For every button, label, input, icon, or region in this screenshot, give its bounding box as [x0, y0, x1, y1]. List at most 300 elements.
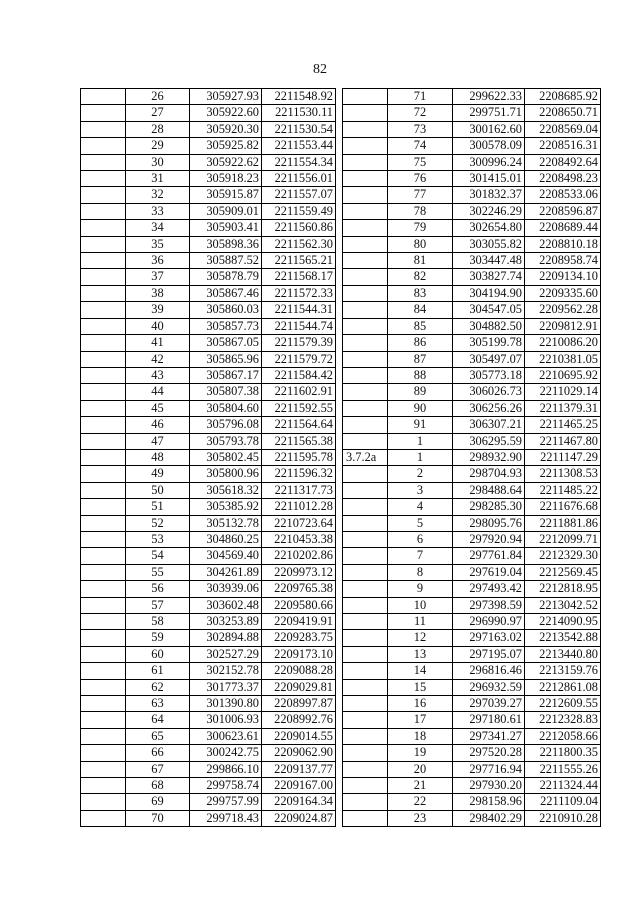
page-number: 82 — [313, 62, 327, 77]
x-coordinate-cell: 303939.06 — [190, 581, 262, 597]
x-coordinate-cell: 305915.87 — [190, 187, 262, 203]
table-row — [81, 548, 336, 564]
section-cell — [343, 220, 388, 236]
x-coordinate-cell: 296816.46 — [453, 663, 525, 679]
x-coordinate-cell: 299751.71 — [453, 105, 525, 121]
table-row — [81, 121, 336, 137]
x-coordinate-cell: 305925.82 — [190, 138, 262, 154]
x-coordinate-cell: 305903.41 — [190, 220, 262, 236]
x-coordinate-cell: 297619.04 — [453, 564, 525, 580]
point-number-cell: 10 — [388, 597, 453, 613]
point-number-cell: 64 — [126, 712, 190, 728]
y-coordinate-cell: 2211559.49 — [262, 203, 336, 219]
y-coordinate-cell: 2211530.11 — [262, 105, 336, 121]
point-number-cell: 33 — [126, 203, 190, 219]
x-coordinate-cell: 298095.76 — [453, 515, 525, 531]
point-number-cell: 50 — [126, 482, 190, 498]
section-cell — [343, 548, 388, 564]
y-coordinate-cell: 2211602.91 — [262, 384, 336, 400]
table-row — [343, 236, 601, 252]
section-cell — [343, 171, 388, 187]
section-cell — [81, 105, 126, 121]
point-number-cell: 71 — [388, 89, 453, 105]
table-row — [343, 367, 601, 383]
x-coordinate-cell: 305385.92 — [190, 499, 262, 515]
y-coordinate-cell: 2212861.08 — [525, 679, 601, 695]
y-coordinate-cell: 2211029.14 — [525, 384, 601, 400]
y-coordinate-cell: 2211676.68 — [525, 499, 601, 515]
point-number-cell: 53 — [126, 531, 190, 547]
y-coordinate-cell: 2210086.20 — [525, 335, 601, 351]
section-cell — [343, 367, 388, 383]
section-cell — [81, 367, 126, 383]
x-coordinate-cell: 299757.99 — [190, 794, 262, 810]
y-coordinate-cell: 2212328.83 — [525, 712, 601, 728]
y-coordinate-cell: 2211881.86 — [525, 515, 601, 531]
section-cell — [343, 236, 388, 252]
table-row — [81, 171, 336, 187]
y-coordinate-cell: 2211562.30 — [262, 236, 336, 252]
y-coordinate-cell: 2209134.10 — [525, 269, 601, 285]
table-row — [343, 761, 601, 777]
x-coordinate-cell: 301415.01 — [453, 171, 525, 187]
table-row — [343, 515, 601, 531]
section-cell — [81, 728, 126, 744]
point-number-cell: 79 — [388, 220, 453, 236]
table-row — [81, 646, 336, 662]
x-coordinate-cell: 304194.90 — [453, 285, 525, 301]
table-row — [81, 253, 336, 269]
table-row — [343, 728, 601, 744]
section-cell — [343, 778, 388, 794]
section-cell — [343, 531, 388, 547]
y-coordinate-cell: 2209765.38 — [262, 581, 336, 597]
table-row — [343, 302, 601, 318]
x-coordinate-cell: 297195.07 — [453, 646, 525, 662]
x-coordinate-cell: 301390.80 — [190, 696, 262, 712]
table-row — [81, 761, 336, 777]
point-number-cell: 40 — [126, 318, 190, 334]
x-coordinate-cell: 301006.93 — [190, 712, 262, 728]
x-coordinate-cell: 305887.52 — [190, 253, 262, 269]
table-row — [81, 696, 336, 712]
y-coordinate-cell: 2212569.45 — [525, 564, 601, 580]
x-coordinate-cell: 298158.96 — [453, 794, 525, 810]
x-coordinate-cell: 296932.59 — [453, 679, 525, 695]
table-row — [81, 794, 336, 810]
table-row — [343, 810, 601, 826]
section-cell — [343, 810, 388, 826]
y-coordinate-cell: 2211308.53 — [525, 466, 601, 482]
y-coordinate-cell: 2211554.34 — [262, 154, 336, 170]
section-cell — [343, 285, 388, 301]
point-number-cell: 39 — [126, 302, 190, 318]
y-coordinate-cell: 2209580.66 — [262, 597, 336, 613]
section-cell — [343, 761, 388, 777]
section-cell — [81, 302, 126, 318]
point-number-cell: 5 — [388, 515, 453, 531]
section-cell — [81, 614, 126, 630]
table-row — [81, 663, 336, 679]
y-coordinate-cell: 2211560.86 — [262, 220, 336, 236]
section-cell — [81, 335, 126, 351]
table-row — [343, 597, 601, 613]
point-number-cell: 38 — [126, 285, 190, 301]
point-number-cell: 15 — [388, 679, 453, 695]
x-coordinate-cell: 301832.37 — [453, 187, 525, 203]
point-number-cell: 22 — [388, 794, 453, 810]
y-coordinate-cell: 2210910.28 — [525, 810, 601, 826]
point-number-cell: 82 — [388, 269, 453, 285]
section-cell — [81, 318, 126, 334]
section-cell — [343, 564, 388, 580]
table-row — [343, 335, 601, 351]
table-row — [343, 696, 601, 712]
y-coordinate-cell: 2209029.81 — [262, 679, 336, 695]
point-number-cell: 27 — [126, 105, 190, 121]
point-number-cell: 23 — [388, 810, 453, 826]
table-row — [343, 794, 601, 810]
y-coordinate-cell: 2209335.60 — [525, 285, 601, 301]
x-coordinate-cell: 299622.33 — [453, 89, 525, 105]
point-number-cell: 59 — [126, 630, 190, 646]
table-row — [81, 351, 336, 367]
point-number-cell: 35 — [126, 236, 190, 252]
x-coordinate-cell: 297520.28 — [453, 745, 525, 761]
x-coordinate-cell: 297493.42 — [453, 581, 525, 597]
y-coordinate-cell: 2209088.28 — [262, 663, 336, 679]
y-coordinate-cell: 2211485.22 — [525, 482, 601, 498]
y-coordinate-cell: 2211555.26 — [525, 761, 601, 777]
section-cell — [343, 269, 388, 285]
table-row — [81, 138, 336, 154]
y-coordinate-cell: 2212329.30 — [525, 548, 601, 564]
table-row — [81, 335, 336, 351]
point-number-cell: 19 — [388, 745, 453, 761]
point-number-cell: 21 — [388, 778, 453, 794]
y-coordinate-cell: 2213542.88 — [525, 630, 601, 646]
section-cell — [81, 810, 126, 826]
y-coordinate-cell: 2214090.95 — [525, 614, 601, 630]
x-coordinate-cell: 298488.64 — [453, 482, 525, 498]
section-cell — [81, 433, 126, 449]
table-row — [343, 778, 601, 794]
table-row — [343, 482, 601, 498]
point-number-cell: 16 — [388, 696, 453, 712]
table-row — [343, 646, 601, 662]
section-cell — [81, 171, 126, 187]
point-number-cell: 86 — [388, 335, 453, 351]
section-cell — [81, 89, 126, 105]
y-coordinate-cell: 2211592.55 — [262, 400, 336, 416]
point-number-cell: 66 — [126, 745, 190, 761]
x-coordinate-cell: 305199.78 — [453, 335, 525, 351]
section-cell — [81, 384, 126, 400]
table-row — [81, 269, 336, 285]
table-row — [343, 269, 601, 285]
y-coordinate-cell: 2209062.90 — [262, 745, 336, 761]
x-coordinate-cell: 305132.78 — [190, 515, 262, 531]
y-coordinate-cell: 2212818.95 — [525, 581, 601, 597]
section-cell — [81, 269, 126, 285]
point-number-cell: 76 — [388, 171, 453, 187]
table-row — [81, 728, 336, 744]
point-number-cell: 28 — [126, 121, 190, 137]
table-row — [81, 367, 336, 383]
y-coordinate-cell: 2209137.77 — [262, 761, 336, 777]
section-cell — [81, 712, 126, 728]
section-cell: 3.7.2a — [343, 449, 388, 465]
table-row — [81, 581, 336, 597]
point-number-cell: 43 — [126, 367, 190, 383]
section-cell — [343, 89, 388, 105]
table-row — [343, 630, 601, 646]
point-number-cell: 42 — [126, 351, 190, 367]
section-cell — [343, 630, 388, 646]
x-coordinate-cell: 300578.09 — [453, 138, 525, 154]
point-number-cell: 89 — [388, 384, 453, 400]
y-coordinate-cell: 2213042.52 — [525, 597, 601, 613]
table-row — [81, 400, 336, 416]
section-cell — [81, 696, 126, 712]
y-coordinate-cell: 2211800.35 — [525, 745, 601, 761]
point-number-cell: 61 — [126, 663, 190, 679]
section-cell — [81, 761, 126, 777]
x-coordinate-cell: 296990.97 — [453, 614, 525, 630]
point-number-cell: 17 — [388, 712, 453, 728]
section-cell — [343, 121, 388, 137]
table-row — [343, 384, 601, 400]
table-row — [343, 220, 601, 236]
y-coordinate-cell: 2209173.10 — [262, 646, 336, 662]
table-row — [81, 810, 336, 826]
point-number-cell: 11 — [388, 614, 453, 630]
x-coordinate-cell: 299758.74 — [190, 778, 262, 794]
point-number-cell: 29 — [126, 138, 190, 154]
x-coordinate-cell: 304261.89 — [190, 564, 262, 580]
table-row — [81, 105, 336, 121]
x-coordinate-cell: 305773.18 — [453, 367, 525, 383]
y-coordinate-cell: 2208992.76 — [262, 712, 336, 728]
table-row — [81, 499, 336, 515]
point-number-cell: 55 — [126, 564, 190, 580]
point-number-cell: 62 — [126, 679, 190, 695]
point-number-cell: 1 — [388, 433, 453, 449]
table-row — [81, 89, 336, 105]
section-cell — [81, 121, 126, 137]
x-coordinate-cell: 305920.30 — [190, 121, 262, 137]
x-coordinate-cell: 297920.94 — [453, 531, 525, 547]
x-coordinate-cell: 298704.93 — [453, 466, 525, 482]
y-coordinate-cell: 2208498.23 — [525, 171, 601, 187]
section-cell — [343, 433, 388, 449]
x-coordinate-cell: 305922.60 — [190, 105, 262, 121]
y-coordinate-cell: 2208689.44 — [525, 220, 601, 236]
y-coordinate-cell: 2208685.92 — [525, 89, 601, 105]
y-coordinate-cell: 2208650.71 — [525, 105, 601, 121]
y-coordinate-cell: 2211556.01 — [262, 171, 336, 187]
x-coordinate-cell: 305867.05 — [190, 335, 262, 351]
section-cell — [343, 712, 388, 728]
point-number-cell: 69 — [126, 794, 190, 810]
section-cell — [81, 138, 126, 154]
y-coordinate-cell: 2210723.64 — [262, 515, 336, 531]
point-number-cell: 72 — [388, 105, 453, 121]
section-cell — [81, 646, 126, 662]
table-row — [81, 220, 336, 236]
table-row — [343, 581, 601, 597]
coordinates-table-left — [80, 88, 336, 827]
table-row — [81, 630, 336, 646]
point-number-cell: 20 — [388, 761, 453, 777]
section-cell — [81, 745, 126, 761]
y-coordinate-cell: 2210453.38 — [262, 531, 336, 547]
y-coordinate-cell: 2211544.74 — [262, 318, 336, 334]
point-number-cell: 84 — [388, 302, 453, 318]
x-coordinate-cell: 306026.73 — [453, 384, 525, 400]
section-cell — [81, 482, 126, 498]
x-coordinate-cell: 297716.94 — [453, 761, 525, 777]
x-coordinate-cell: 304569.40 — [190, 548, 262, 564]
point-number-cell: 91 — [388, 417, 453, 433]
point-number-cell: 68 — [126, 778, 190, 794]
y-coordinate-cell: 2208997.87 — [262, 696, 336, 712]
x-coordinate-cell: 305927.93 — [190, 89, 262, 105]
x-coordinate-cell: 300162.60 — [453, 121, 525, 137]
point-number-cell: 87 — [388, 351, 453, 367]
section-cell — [343, 466, 388, 482]
section-cell — [343, 679, 388, 695]
point-number-cell: 36 — [126, 253, 190, 269]
y-coordinate-cell: 2209973.12 — [262, 564, 336, 580]
point-number-cell: 80 — [388, 236, 453, 252]
section-cell — [81, 794, 126, 810]
section-cell — [81, 203, 126, 219]
y-coordinate-cell: 2209812.91 — [525, 318, 601, 334]
x-coordinate-cell: 300623.61 — [190, 728, 262, 744]
point-number-cell: 26 — [126, 89, 190, 105]
table-row — [81, 466, 336, 482]
x-coordinate-cell: 303055.82 — [453, 236, 525, 252]
table-row — [81, 236, 336, 252]
table-row — [343, 285, 601, 301]
point-number-cell: 83 — [388, 285, 453, 301]
point-number-cell: 57 — [126, 597, 190, 613]
point-number-cell: 34 — [126, 220, 190, 236]
point-number-cell: 65 — [126, 728, 190, 744]
table-row — [81, 302, 336, 318]
section-cell — [343, 400, 388, 416]
y-coordinate-cell: 2208516.31 — [525, 138, 601, 154]
table-row — [343, 433, 601, 449]
y-coordinate-cell: 2208492.64 — [525, 154, 601, 170]
x-coordinate-cell: 305922.62 — [190, 154, 262, 170]
section-cell — [81, 630, 126, 646]
section-cell — [343, 384, 388, 400]
table-row — [343, 745, 601, 761]
point-number-cell: 45 — [126, 400, 190, 416]
x-coordinate-cell: 298285.30 — [453, 499, 525, 515]
point-number-cell: 37 — [126, 269, 190, 285]
table-row — [81, 712, 336, 728]
table-row — [81, 679, 336, 695]
section-cell — [343, 154, 388, 170]
point-number-cell: 90 — [388, 400, 453, 416]
table-row — [343, 351, 601, 367]
y-coordinate-cell: 2211579.39 — [262, 335, 336, 351]
x-coordinate-cell: 297761.84 — [453, 548, 525, 564]
section-cell — [81, 449, 126, 465]
y-coordinate-cell: 2211596.32 — [262, 466, 336, 482]
section-cell — [81, 187, 126, 203]
table-row — [343, 449, 601, 465]
point-number-cell: 30 — [126, 154, 190, 170]
y-coordinate-cell: 2211595.78 — [262, 449, 336, 465]
point-number-cell: 77 — [388, 187, 453, 203]
section-cell — [343, 663, 388, 679]
y-coordinate-cell: 2209014.55 — [262, 728, 336, 744]
x-coordinate-cell: 297180.61 — [453, 712, 525, 728]
point-number-cell: 60 — [126, 646, 190, 662]
x-coordinate-cell: 304547.05 — [453, 302, 525, 318]
table-row — [343, 614, 601, 630]
x-coordinate-cell: 306295.59 — [453, 433, 525, 449]
table-row — [343, 105, 601, 121]
x-coordinate-cell: 305802.45 — [190, 449, 262, 465]
section-cell — [343, 646, 388, 662]
x-coordinate-cell: 305898.36 — [190, 236, 262, 252]
section-cell — [343, 417, 388, 433]
x-coordinate-cell: 299718.43 — [190, 810, 262, 826]
table-row — [343, 203, 601, 219]
y-coordinate-cell: 2211379.31 — [525, 400, 601, 416]
y-coordinate-cell: 2208569.04 — [525, 121, 601, 137]
point-number-cell: 58 — [126, 614, 190, 630]
x-coordinate-cell: 305909.01 — [190, 203, 262, 219]
table-row — [343, 548, 601, 564]
section-cell — [81, 581, 126, 597]
section-cell — [81, 253, 126, 269]
y-coordinate-cell: 2212099.71 — [525, 531, 601, 547]
table-row — [81, 597, 336, 613]
y-coordinate-cell: 2211317.73 — [262, 482, 336, 498]
x-coordinate-cell: 306307.21 — [453, 417, 525, 433]
point-number-cell: 52 — [126, 515, 190, 531]
x-coordinate-cell: 297039.27 — [453, 696, 525, 712]
x-coordinate-cell: 299866.10 — [190, 761, 262, 777]
point-number-cell: 46 — [126, 417, 190, 433]
point-number-cell: 78 — [388, 203, 453, 219]
section-cell — [343, 138, 388, 154]
y-coordinate-cell: 2209419.91 — [262, 614, 336, 630]
y-coordinate-cell: 2211553.44 — [262, 138, 336, 154]
x-coordinate-cell: 297163.02 — [453, 630, 525, 646]
section-cell — [81, 400, 126, 416]
table-row — [81, 449, 336, 465]
coordinates-table-right-body — [343, 89, 601, 827]
section-cell — [81, 679, 126, 695]
x-coordinate-cell: 300242.75 — [190, 745, 262, 761]
x-coordinate-cell: 305618.32 — [190, 482, 262, 498]
point-number-cell: 14 — [388, 663, 453, 679]
y-coordinate-cell: 2211465.25 — [525, 417, 601, 433]
y-coordinate-cell: 2211147.29 — [525, 449, 601, 465]
point-number-cell: 75 — [388, 154, 453, 170]
x-coordinate-cell: 302894.88 — [190, 630, 262, 646]
table-row — [343, 531, 601, 547]
table-row — [81, 154, 336, 170]
table-row — [343, 564, 601, 580]
